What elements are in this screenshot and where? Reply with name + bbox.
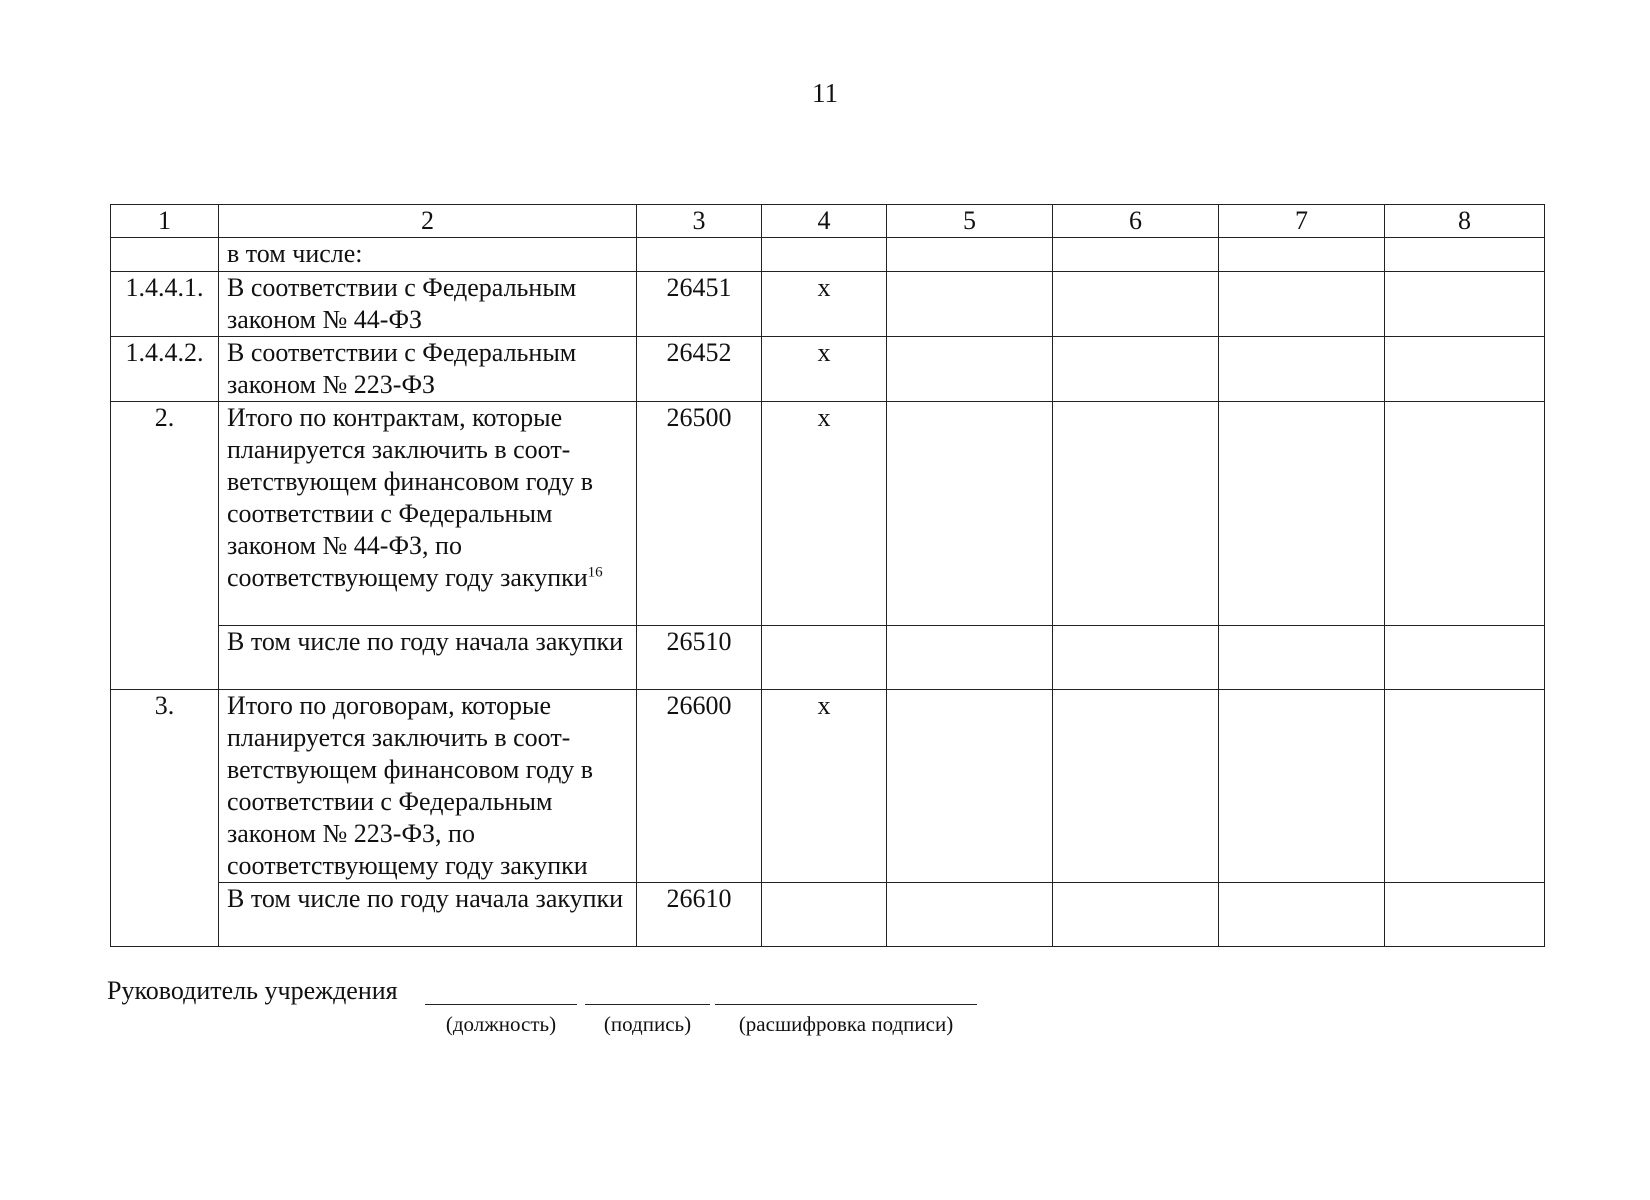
row-code-cell xyxy=(637,238,762,272)
empty-cell xyxy=(887,690,1053,883)
row-name-cell: Итого по договорам, которые планируется заключить в соот- ветствующем финансовом году в соответствии с Федеральным законом № 223-ФЗ, по соответствующему году закупки xyxy=(219,690,637,883)
header-cell: 6 xyxy=(1053,205,1219,238)
row-code-cell: 26452 xyxy=(637,337,762,402)
row-code-cell: 26600 xyxy=(637,690,762,883)
empty-cell xyxy=(1219,238,1385,272)
row-code-cell: 26510 xyxy=(637,626,762,690)
signature-label: Руководитель учреждения xyxy=(107,976,398,1005)
empty-cell xyxy=(1053,337,1219,402)
empty-cell xyxy=(1385,272,1545,337)
empty-cell xyxy=(887,626,1053,690)
empty-cell xyxy=(1219,883,1385,947)
empty-cell xyxy=(1053,883,1219,947)
row-number-cell: 1.4.4.1. xyxy=(111,272,219,337)
empty-cell xyxy=(1219,402,1385,626)
header-cell: 7 xyxy=(1219,205,1385,238)
empty-cell xyxy=(1053,272,1219,337)
table-row xyxy=(111,402,1545,626)
empty-cell xyxy=(887,337,1053,402)
empty-cell xyxy=(1219,690,1385,883)
empty-cell xyxy=(887,402,1053,626)
table-row xyxy=(111,337,1545,402)
footnote-marker: 16 xyxy=(587,564,603,581)
row-code-cell: 26451 xyxy=(637,272,762,337)
row-name-cell: В том числе по году начала закупки xyxy=(219,626,637,690)
empty-cell xyxy=(1385,238,1545,272)
report-table xyxy=(110,204,1545,947)
row-col4-cell xyxy=(762,626,887,690)
empty-cell xyxy=(1219,337,1385,402)
empty-cell xyxy=(1219,626,1385,690)
row-code-cell: 26500 xyxy=(637,402,762,626)
row-number-cell: 2. xyxy=(111,402,219,690)
row-name-cell xyxy=(219,402,637,626)
empty-cell xyxy=(1053,690,1219,883)
row-col4-cell xyxy=(762,238,887,272)
signature-line[interactable] xyxy=(585,1004,710,1005)
empty-cell xyxy=(1385,402,1545,626)
row-name-text: Итого по контрактам, которые планируется заключить в соот- ветствующем финансовом году в соответствии с Федеральным законом № 44-ФЗ, по соответствующему году закупки xyxy=(227,403,594,592)
empty-cell xyxy=(1385,883,1545,947)
header-cell: 5 xyxy=(887,205,1053,238)
row-number-cell: 3. xyxy=(111,690,219,947)
signature-caption: (подпись) xyxy=(603,1012,692,1036)
position-line[interactable] xyxy=(425,1004,577,1005)
row-col4-cell: x xyxy=(762,272,887,337)
header-cell: 4 xyxy=(762,205,887,238)
row-code-cell: 26610 xyxy=(637,883,762,947)
header-cell: 8 xyxy=(1385,205,1545,238)
empty-cell xyxy=(887,272,1053,337)
page-number: 11 xyxy=(812,78,838,108)
empty-cell xyxy=(1053,238,1219,272)
row-name-cell: В соответствии с Федеральным законом № 223-ФЗ xyxy=(219,337,637,402)
table-row xyxy=(111,238,1545,272)
row-number-cell: 1.4.4.2. xyxy=(111,337,219,402)
table-row xyxy=(111,883,1545,947)
header-cell: 2 xyxy=(219,205,637,238)
table-header-row xyxy=(111,205,1545,238)
row-col4-cell xyxy=(762,883,887,947)
empty-cell xyxy=(1385,690,1545,883)
row-name-cell: в том числе: xyxy=(219,238,637,272)
empty-cell xyxy=(887,238,1053,272)
header-cell: 1 xyxy=(111,205,219,238)
row-name-cell: В соответствии с Федеральным законом № 44-ФЗ xyxy=(219,272,637,337)
empty-cell xyxy=(887,883,1053,947)
empty-cell xyxy=(1385,626,1545,690)
row-col4-cell: x xyxy=(762,337,887,402)
row-col4-cell: x xyxy=(762,690,887,883)
row-number-cell xyxy=(111,238,219,272)
empty-cell xyxy=(1053,402,1219,626)
table-row xyxy=(111,626,1545,690)
position-caption: (должность) xyxy=(445,1012,557,1036)
row-col4-cell: x xyxy=(762,402,887,626)
empty-cell xyxy=(1385,337,1545,402)
row-name-cell: В том числе по году начала закупки xyxy=(219,883,637,947)
empty-cell xyxy=(1219,272,1385,337)
table-row xyxy=(111,272,1545,337)
empty-cell xyxy=(1053,626,1219,690)
decoding-line[interactable] xyxy=(715,1004,977,1005)
decoding-caption: (расшифровка подписи) xyxy=(738,1012,954,1036)
header-cell: 3 xyxy=(637,205,762,238)
table-row xyxy=(111,690,1545,883)
